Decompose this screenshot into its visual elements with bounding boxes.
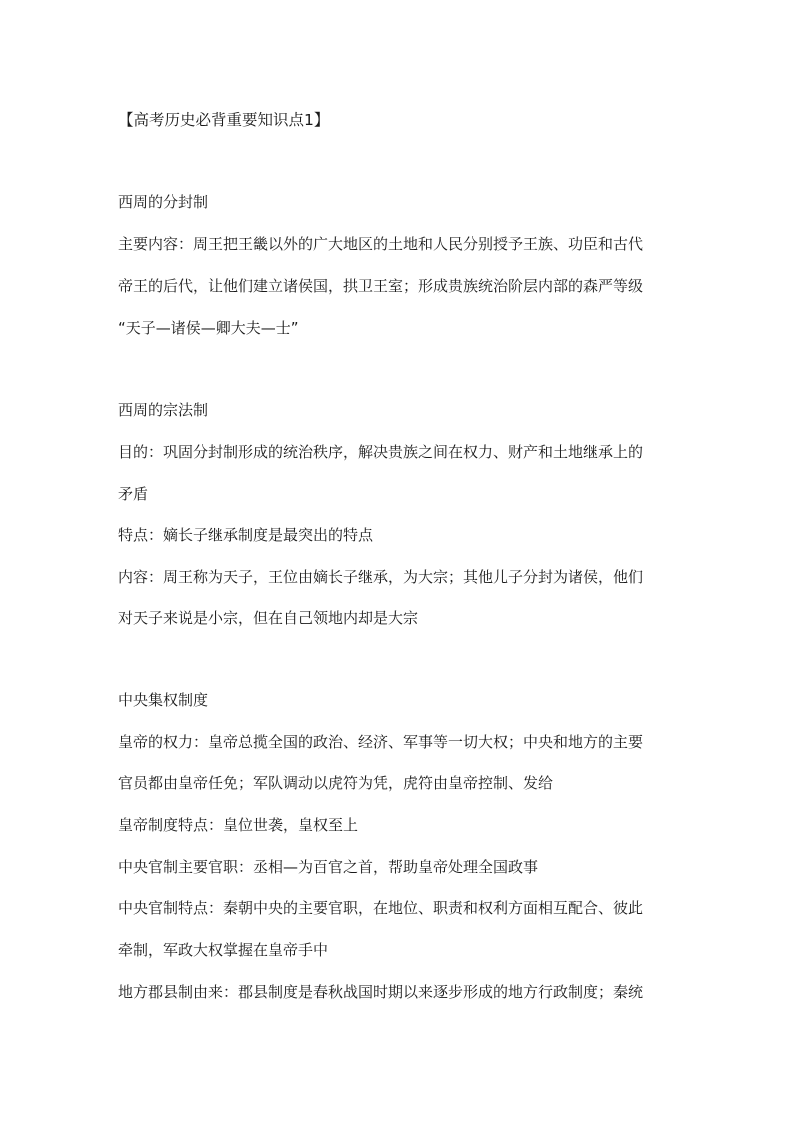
paragraph-line: “天子—诸侯—卿大夫—士”	[118, 319, 299, 337]
paragraph-line: 目的：巩固分封制形成的统治秩序，解决贵族之间在权力、财产和土地继承上的	[118, 443, 644, 461]
paragraph-line: 主要内容：周王把王畿以外的广大地区的土地和人民分别授予王族、功臣和古代	[118, 235, 644, 253]
paragraph-line: 皇帝的权力：皇帝总揽全国的政治、经济、军事等一切大权；中央和地方的主要	[118, 733, 644, 751]
paragraph-line: 内容：周王称为天子，王位由嫡长子继承，为大宗；其他儿子分封为诸侯，他们	[118, 568, 644, 586]
paragraph-line: 特点：嫡长子继承制度是最突出的特点	[118, 526, 374, 544]
document-title: 【高考历史必背重要知识点1】	[118, 111, 330, 129]
paragraph-line: 中央官制特点：秦朝中央的主要官职，在地位、职责和权利方面相互配合、彼此	[118, 899, 644, 917]
paragraph-line: 矛盾	[118, 485, 149, 503]
paragraph-line: 地方郡县制由来：郡县制度是春秋战国时期以来逐步形成的地方行政制度；秦统	[118, 983, 644, 1001]
paragraph-line: 牵制，军政大权掌握在皇帝手中	[118, 941, 329, 959]
paragraph-line: 皇帝制度特点：皇位世袭，皇权至上	[118, 816, 359, 834]
section-heading: 中央集权制度	[118, 691, 209, 709]
paragraph-line: 官员都由皇帝任免；军队调动以虎符为凭，虎符由皇帝控制、发给	[118, 774, 554, 792]
section-heading: 西周的宗法制	[118, 401, 209, 419]
paragraph-line: 帝王的后代，让他们建立诸侯国，拱卫王室；形成贵族统治阶层内部的森严等级	[118, 277, 644, 295]
paragraph-line: 对天子来说是小宗，但在自己领地内却是大宗	[118, 609, 419, 627]
paragraph-line: 中央官制主要官职：丞相—为百官之首，帮助皇帝处理全国政事	[118, 858, 539, 876]
section-heading: 西周的分封制	[118, 193, 209, 211]
